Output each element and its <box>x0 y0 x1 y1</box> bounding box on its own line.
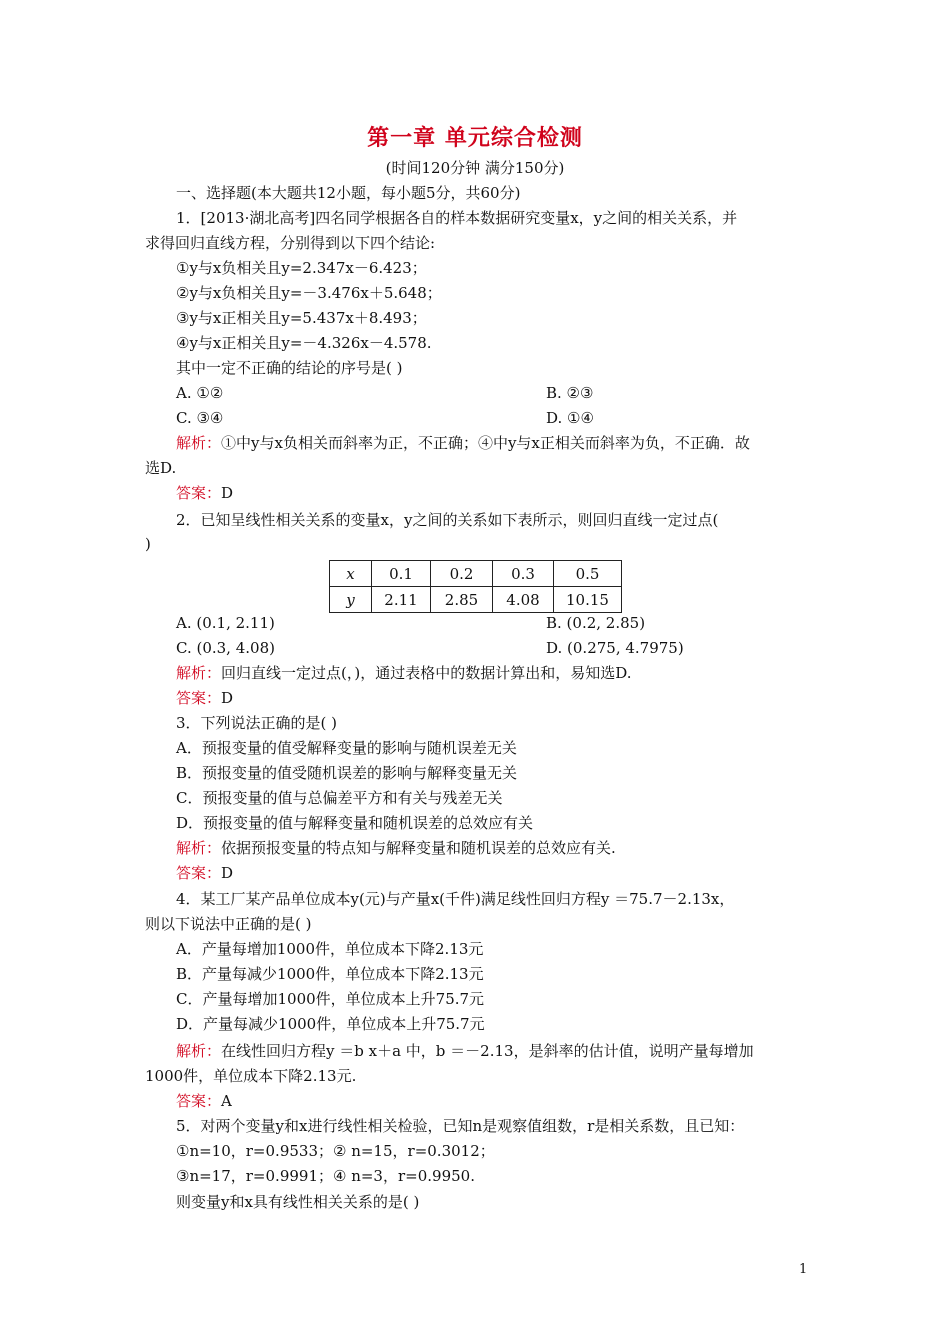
q3-explanation <box>176 836 616 860</box>
q5-question: 则变量y和x具有线性相关关系的是( ) <box>176 1193 420 1211</box>
q5-conditions-line1: ①n=10，r=0.9533；② n=15，r=0.3012； <box>176 1142 495 1160</box>
section-heading: 一、选择题(本大题共12小题，每小题5分，共60分) <box>176 184 521 202</box>
answer-label: 答案： <box>176 484 222 502</box>
q4-option-a: A．产量每增加1000件，单位成本下降2.13元 <box>176 940 484 958</box>
q2-stem-line1: 2．已知呈线性相关关系的变量x，y之间的关系如下表所示，则回归直线一定过点( <box>176 511 719 529</box>
answer-value: D <box>221 864 234 882</box>
q1-answer <box>176 481 233 505</box>
table-cell: 0.5 <box>554 561 622 587</box>
q4-stem-line2: 则以下说法中正确的是( ) <box>145 915 312 933</box>
answer-value: D <box>221 689 234 707</box>
page-title: 第一章 单元综合检测 <box>367 125 583 151</box>
explanation-label: 解析： <box>176 664 222 682</box>
table-header-y: y <box>330 587 372 613</box>
table-cell: 0.3 <box>493 561 554 587</box>
q3-option-c: C．预报变量的值与总偏差平方和有关与残差无关 <box>176 789 503 807</box>
q3-stem: 3．下列说法正确的是( ) <box>176 714 338 732</box>
q1-conclusion-3: ③y与x正相关且y=5.437x＋8.493； <box>176 309 427 327</box>
q4-option-c: C．产量每增加1000件，单位成本上升75.7元 <box>176 990 485 1008</box>
q1-option-b: B. ②③ <box>546 384 594 402</box>
explanation-text: 依据预报变量的特点知与解释变量和随机误差的总效应有关. <box>221 839 616 857</box>
page-number: 1 <box>799 1262 808 1277</box>
q2-option-c: C. (0.3, 4.08) <box>176 639 275 657</box>
table-header-x: x <box>330 561 372 587</box>
q1-option-c: C. ③④ <box>176 409 224 427</box>
q2-option-a: A. (0.1, 2.11) <box>176 614 275 632</box>
explanation-text: 回归直线一定过点(，)，通过表格中的数据计算出和，易知选D. <box>221 664 632 682</box>
table-cell: 10.15 <box>554 587 622 613</box>
explanation-label: 解析： <box>176 434 222 452</box>
explanation-label: 解析： <box>176 1042 222 1060</box>
q1-conclusion-4: ④y与x正相关且y=－4.326x－4.578. <box>176 334 432 352</box>
q1-explanation <box>176 431 750 455</box>
q4-option-b: B．产量每减少1000件，单位成本下降2.13元 <box>176 965 484 983</box>
answer-label: 答案： <box>176 864 222 882</box>
answer-value: D <box>221 484 234 502</box>
table-row <box>330 587 622 613</box>
explanation-text: 在线性回归方程y ＝b x＋a 中，b ＝－2.13，是斜率的估计值，说明产量每增加 <box>221 1042 754 1060</box>
q3-option-d: D．预报变量的值与解释变量和随机误差的总效应有关 <box>176 814 534 832</box>
q1-option-a: A. ①② <box>176 384 224 402</box>
q1-explanation-line2: 选D. <box>145 459 177 477</box>
table-cell: 0.1 <box>372 561 431 587</box>
q4-explanation-line2: 1000件，单位成本下降2.13元. <box>145 1067 357 1085</box>
q2-option-d: D. (0.275, 4.7975) <box>546 639 684 657</box>
q1-stem-line1: 1．[2013·湖北高考]四名同学根据各自的样本数据研究变量x，y之间的相关关系，并 <box>176 209 738 227</box>
q4-answer <box>176 1089 232 1113</box>
table-cell: 0.2 <box>431 561 493 587</box>
q2-explanation <box>176 661 631 685</box>
exam-info: (时间120分钟 满分150分) <box>385 159 565 177</box>
table-cell: 2.11 <box>372 587 431 613</box>
q2-answer <box>176 686 233 710</box>
q3-option-a: A．预报变量的值受解释变量的影响与随机误差无关 <box>176 739 517 757</box>
table-row <box>330 561 622 587</box>
table-cell: 2.85 <box>431 587 493 613</box>
q1-conclusion-2: ②y与x负相关且y=－3.476x＋5.648； <box>176 284 442 302</box>
q5-conditions-line2: ③n=17，r=0.9991；④ n=3，r=0.9950. <box>176 1167 475 1185</box>
q4-option-d: D．产量每减少1000件，单位成本上升75.7元 <box>176 1015 485 1033</box>
q4-explanation <box>176 1039 754 1063</box>
q4-stem-line1: 4．某工厂某产品单位成本y(元)与产量x(千件)满足线性回归方程y ＝75.7－2.13x， <box>176 890 735 908</box>
q5-stem: 5．对两个变量y和x进行线性相关检验，已知n是观察值组数，r是相关系数，且已知： <box>176 1117 745 1135</box>
q3-option-b: B．预报变量的值受随机误差的影响与解释变量无关 <box>176 764 518 782</box>
answer-label: 答案： <box>176 689 222 707</box>
q1-question: 其中一定不正确的结论的序号是( ) <box>176 359 403 377</box>
explanation-text: ①中y与x负相关而斜率为正，不正确；④中y与x正相关而斜率为负，不正确．故 <box>221 434 750 452</box>
explanation-label: 解析： <box>176 839 222 857</box>
answer-label: 答案： <box>176 1092 222 1110</box>
table-cell: 4.08 <box>493 587 554 613</box>
q1-conclusion-1: ①y与x负相关且y=2.347x－6.423； <box>176 259 427 277</box>
q3-answer <box>176 861 233 885</box>
q2-option-b: B. (0.2, 2.85) <box>546 614 646 632</box>
q1-stem-line2: 求得回归直线方程，分别得到以下四个结论: <box>145 234 436 252</box>
q2-data-table <box>329 560 622 613</box>
q1-option-d: D. ①④ <box>546 409 594 427</box>
q2-stem-line2: ) <box>145 535 151 553</box>
answer-value: A <box>221 1092 232 1110</box>
